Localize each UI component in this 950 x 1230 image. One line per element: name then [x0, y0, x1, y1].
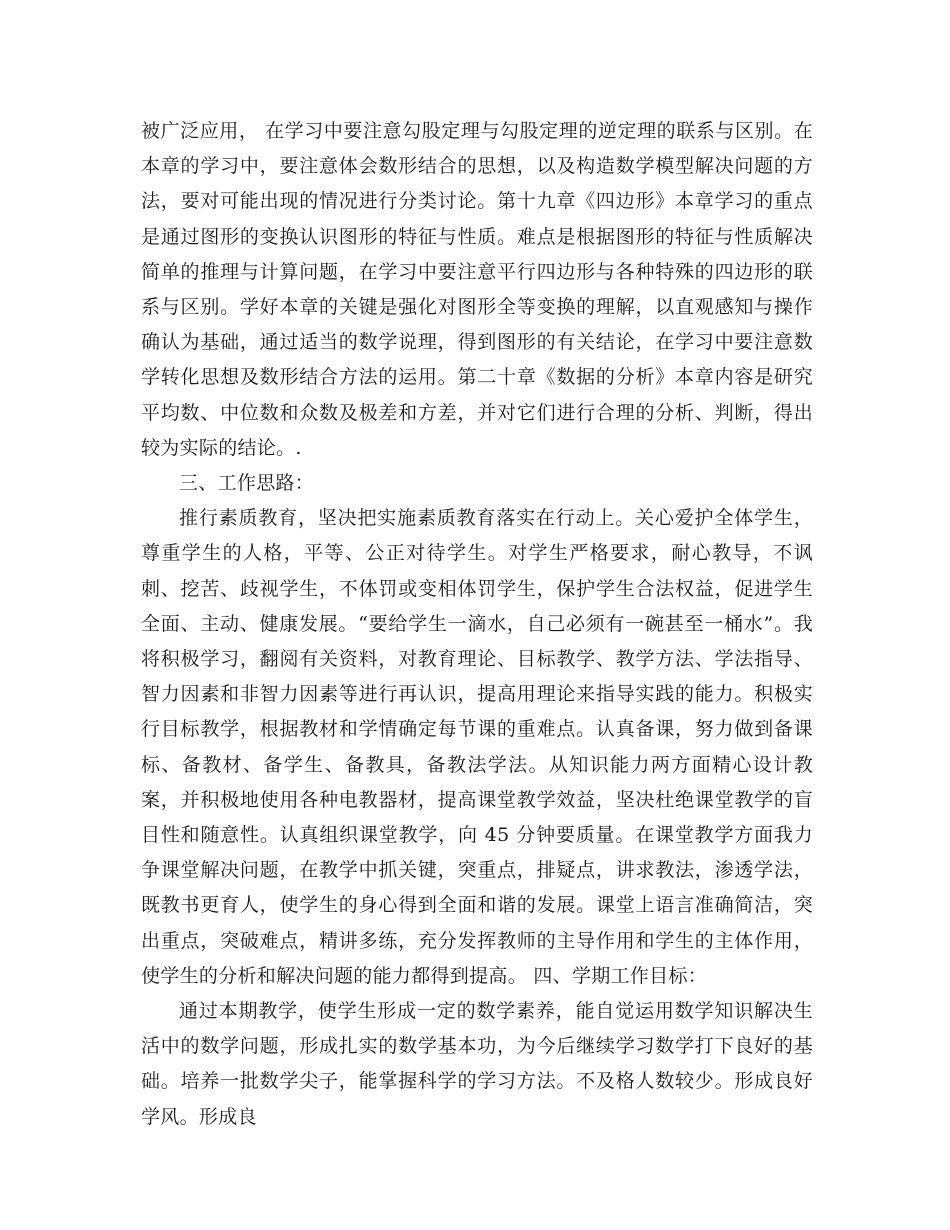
paragraph-work-approach: 推行素质教育，坚决把实施素质教育落实在行动上。关心爱护全体学生，尊重学生的人格，平等、公正对待学生。对学生严格要求，耐心教导，不讽刺、挖苦、歧视学生，不体罚或变相体罚学生，保护学生合法权益，促进学生全面、主动、健康发展。“要给学生一滴水，自己必须有一碗甚至一桶水”。我将积极学习，翻阅有关资料，对教育理论、目标教学、教学方法、学法指导、智力因素和非智力因素等进行再认识，提高用理论来指导实践的能力。积极实行目标教学，根据教材和学情确定每节课的重难点。认真备课，努力做到备课标、备教材、备学生、备教具，备教法学法。从知识能力两方面精心设计教案，并积极地使用各种电教器材，提高课堂教学效益，坚决杜绝课堂教学的盲目性和随意性。认真组织课堂教学，向 45 分钟要质量。在课堂教学方面我力争课堂解决问题，在教学中抓关键，突重点，排疑点，讲求教法，渗透学法，既教书更育人，使学生的身心得到全面和谐的发展。课堂上语言准确简洁，突出重点，突破难点，精讲多练，充分发挥教师的主导作用和学生的主体作用，使学生的分析和解决问题的能力都得到提高。 四、学期工作目标：	[141, 507, 813, 987]
paragraph-chapter-notes: 被广泛应用， 在学习中要注意勾股定理与勾股定理的逆定理的联系与区别。在本章的学习中，要注意体会数形结合的思想，以及构造数学模型解决问题的方法，要对可能出现的情况进行分类讨论。第十九章《四边形》本章学习的重点是通过图形的变换认识图形的特征与性质。难点是根据图形的特征与性质解决简单的推理与计算问题，在学习中要注意平行四边形与各种特殊的四边形的联系与区别。学好本章的关键是强化对图形全等变换的理解，以直观感知与操作确认为基础，通过适当的数学说理，得到图形的有关结论，在学习中要注意数学转化思想及数形结合方法的运用。第二十章《数据的分析》本章内容是研究平均数、中位数和众数及极差和方差，并对它们进行合理的分析、判断，得出较为实际的结论。.	[141, 120, 813, 459]
section-heading-work-approach: 三、工作思路：	[179, 472, 315, 495]
paragraph-semester-goals: 通过本期教学，使学生形成一定的数学素养，能自觉运用数学知识解决生活中的数学问题，形成扎实的数学基本功，为今后继续学习数学打下良好的基础。培养一批数学尖子，能掌握科学的学习方法。不及格人数较少。形成良好学风。形成良	[141, 1000, 813, 1128]
document-page	[141, 114, 813, 1135]
